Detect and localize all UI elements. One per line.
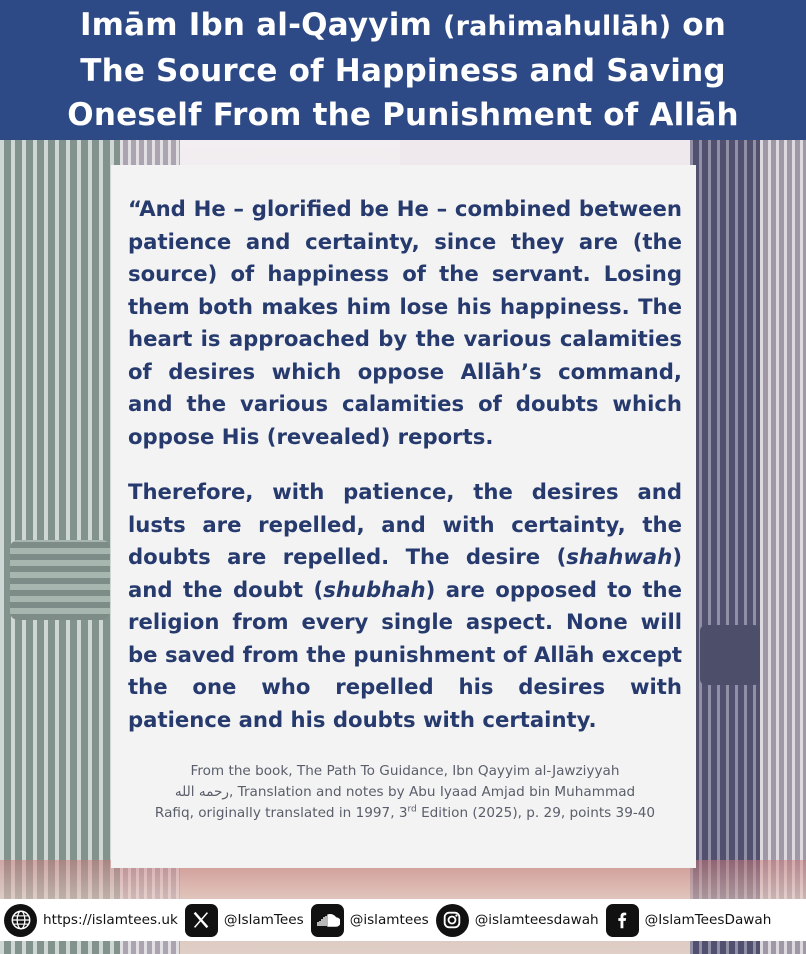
website-link[interactable] xyxy=(4,904,178,937)
column-ornament-right xyxy=(700,625,760,685)
source-citation: From the book, The Path To Guidance, Ibn Qayyim al-Jawziyyah رحمه الله, Translation and notes by Abu Iyaad Amjad bin Muhammad Rafiq, originally translated in 1997, 3rd Edition (2025), p. 29, points 39-40 xyxy=(154,763,656,821)
facebook-link[interactable] xyxy=(606,904,772,937)
social-footer xyxy=(0,899,806,941)
website-url: https://islamtees.uk xyxy=(43,912,178,928)
facebook-handle: @IslamTeesDawah xyxy=(644,912,772,928)
instagram-link[interactable] xyxy=(436,904,599,937)
quote-paragraph-1: “And He – glorified be He – combined between patience and certainty, since they are (the source) of happiness of the servant. Losing them both makes him lose his happiness. The heart is approached by the various calamities of desires which oppose Allāh’s command, and the various calamities of doubts which oppose His (revealed) reports. xyxy=(128,196,682,449)
soundcloud-link[interactable] xyxy=(311,904,429,937)
background-column-right xyxy=(690,140,760,954)
title-banner xyxy=(0,0,806,140)
term-shahwah: shahwah xyxy=(566,544,673,569)
title-line-2: The Source of Happiness and Saving xyxy=(80,53,726,89)
term-shubhah: shubhah xyxy=(323,576,426,602)
x-handle: @IslamTees xyxy=(223,912,304,928)
title-line-3: Oneself From the Punishment of Allāh xyxy=(67,97,739,133)
soundcloud-icon xyxy=(311,904,344,937)
quote-card xyxy=(111,165,696,868)
x-logo-icon xyxy=(185,904,218,937)
quote-paragraph-2: Therefore, with patience, the desires and lusts are repelled, and with certainty, the doubts are repelled. The desire (shahwah) and the doubt (shubhah) are opposed to the religion from every single aspect. None will be saved from the punishment of Allāh except the one who repelled his desires with patience and his doubts with certainty. xyxy=(128,479,682,732)
page-title xyxy=(67,3,738,137)
column-ornament-left xyxy=(10,540,110,620)
globe-icon xyxy=(4,904,37,937)
instagram-handle: @islamteesdawah xyxy=(474,912,599,928)
instagram-icon xyxy=(436,904,469,937)
x-link[interactable] xyxy=(185,904,304,937)
title-line-1: Imām Ibn al-Qayyim (rahimahullāh) on xyxy=(79,7,727,43)
facebook-icon xyxy=(606,904,639,937)
background-column-right-far xyxy=(760,140,806,954)
soundcloud-handle: @islamtees xyxy=(349,912,429,928)
